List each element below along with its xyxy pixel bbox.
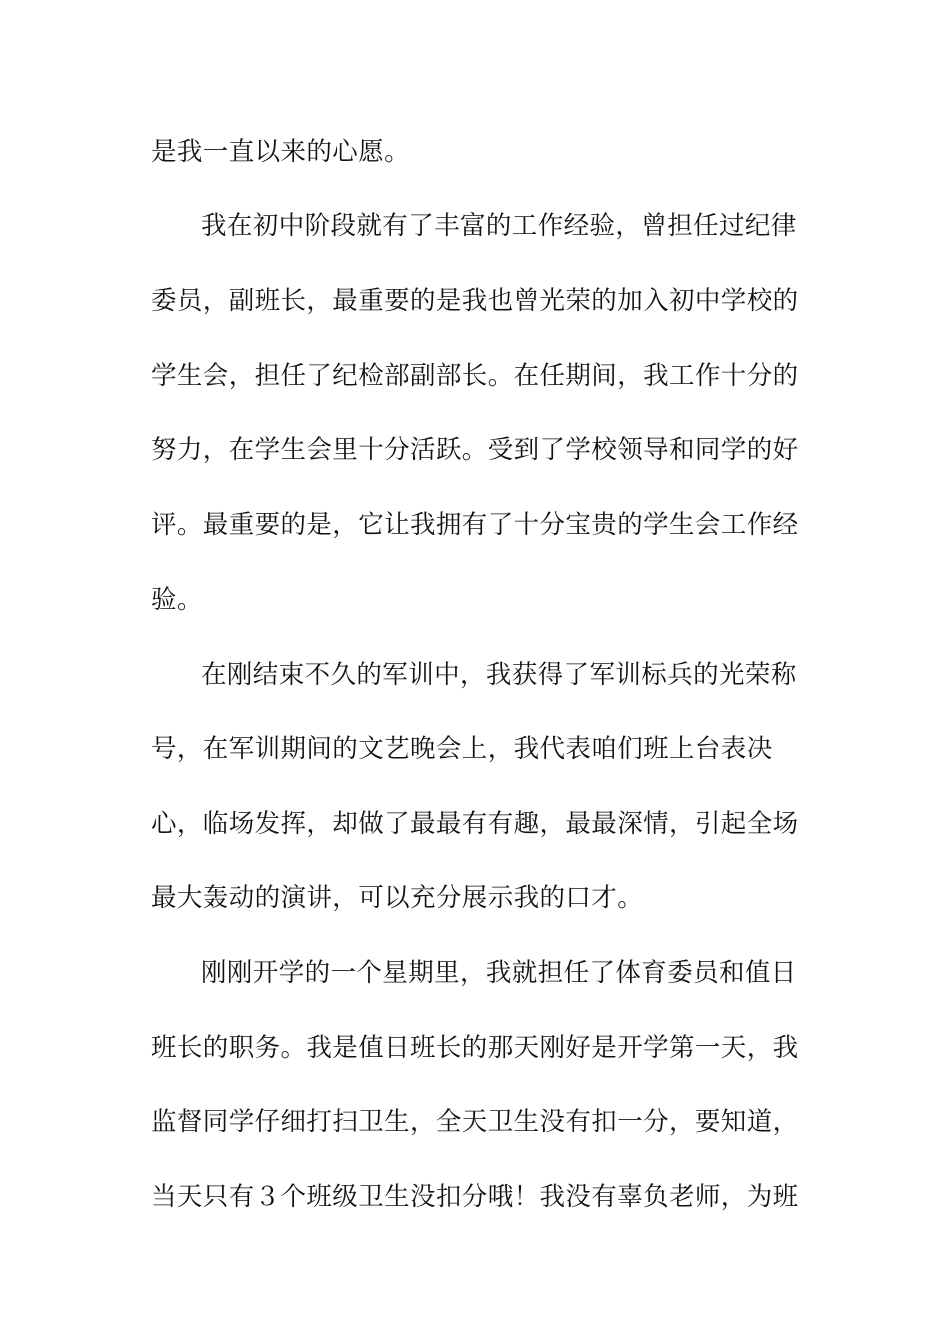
- text-line: 学生会，担任了纪检部副部长。在任期间，我工作十分的: [151, 361, 799, 391]
- text-line: 心，临场发挥，却做了最最有有趣，最最深情，引起全场: [151, 809, 799, 839]
- text-line: 委员，副班长，最重要的是我也曾光荣的加入初中学校的: [151, 286, 799, 316]
- text-line: 验。: [151, 585, 203, 615]
- text-line: 评。最重要的是，它让我拥有了十分宝贵的学生会工作经: [151, 510, 799, 540]
- text-line: 刚刚开学的一个星期里，我就担任了体育委员和值日: [201, 958, 797, 988]
- text-line: 当天只有３个班级卫生没扣分哦！我没有辜负老师，为班: [151, 1182, 799, 1212]
- text-line: 是我一直以来的心愿。: [151, 137, 411, 167]
- text-line: 我在初中阶段就有了丰富的工作经验，曾担任过纪律: [201, 211, 797, 241]
- text-line: 在刚结束不久的军训中，我获得了军训标兵的光荣称: [201, 660, 797, 690]
- text-line: 努力，在学生会里十分活跃。受到了学校领导和同学的好: [151, 435, 799, 465]
- text-line: 班长的职务。我是值日班长的那天刚好是开学第一天，我: [151, 1033, 799, 1063]
- text-line: 号，在军训期间的文艺晚会上，我代表咱们班上台表决: [151, 734, 773, 764]
- text-line: 最大轰动的演讲，可以充分展示我的口才。: [151, 883, 644, 913]
- text-line: 监督同学仔细打扫卫生，全天卫生没有扣一分，要知道，: [151, 1107, 799, 1137]
